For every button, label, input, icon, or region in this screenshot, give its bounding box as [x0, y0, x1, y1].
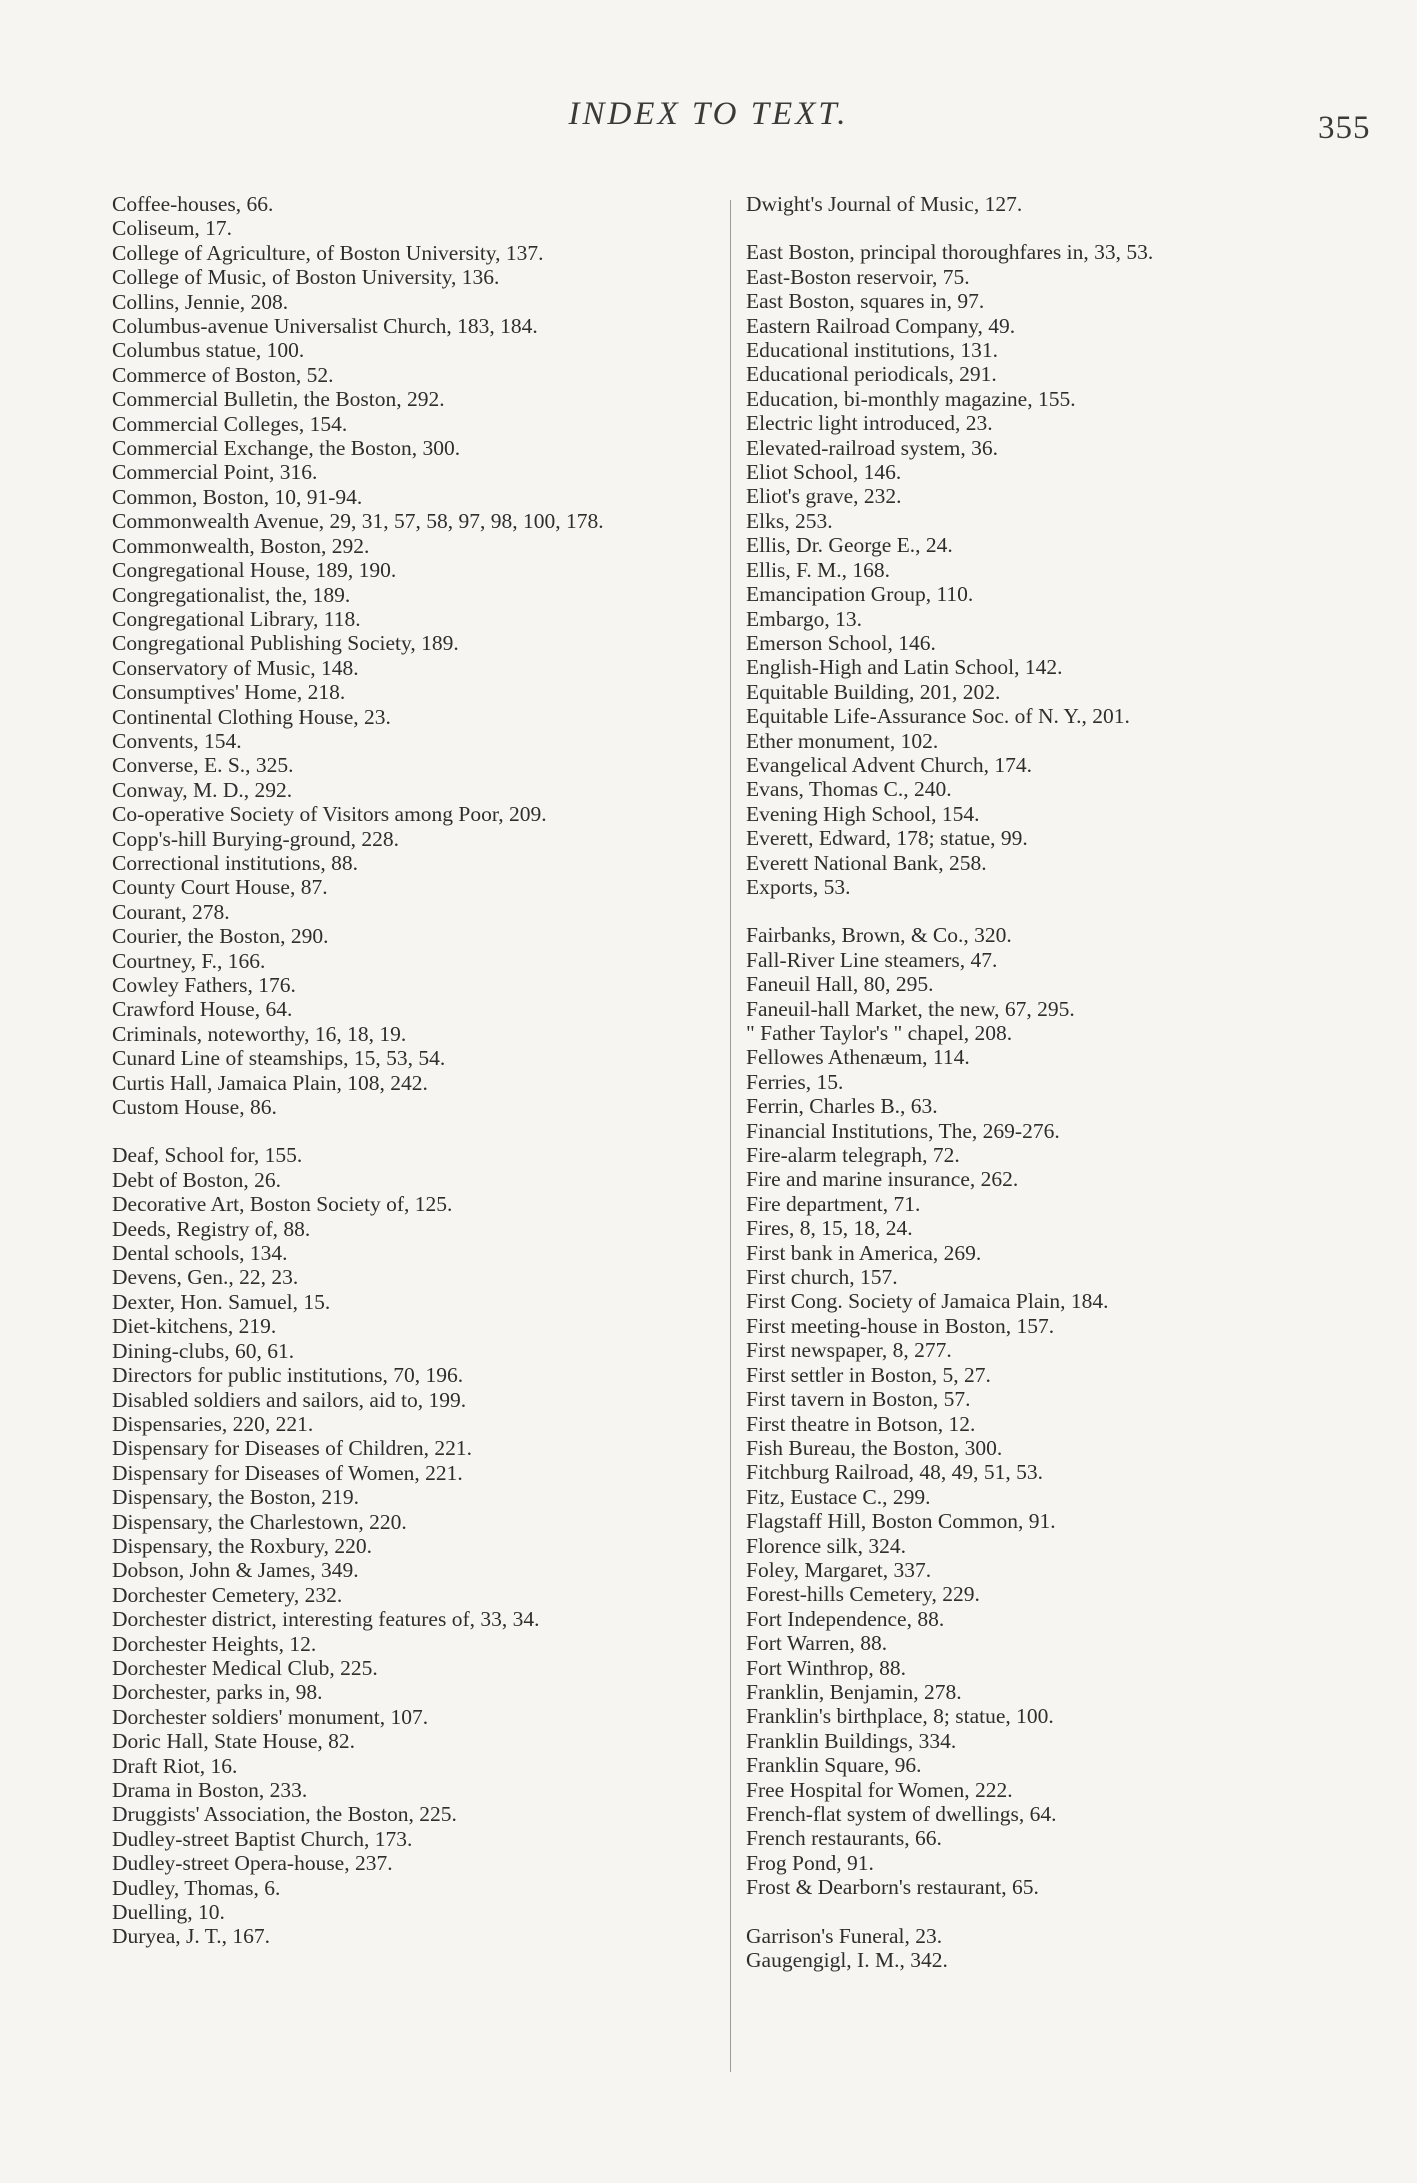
index-entry: Faneuil-hall Market, the new, 67, 295. [746, 996, 1075, 1021]
index-entry: College of Music, of Boston University, 136. [112, 265, 500, 290]
index-entry: Dispensaries, 220, 221. [112, 1411, 314, 1436]
index-entry: Fort Warren, 88. [746, 1631, 888, 1656]
index-entry: Flagstaff Hill, Boston Common, 91. [746, 1509, 1056, 1534]
index-entry: Devens, Gen., 22, 23. [112, 1265, 299, 1290]
index-entry: First bank in America, 269. [746, 1240, 982, 1265]
index-entry: Deeds, Registry of, 88. [112, 1216, 311, 1241]
index-entry: Curtis Hall, Jamaica Plain, 108, 242. [112, 1070, 428, 1095]
index-entry: Fairbanks, Brown, & Co., 320. [746, 923, 1012, 948]
index-entry: Correctional institutions, 88. [112, 850, 359, 875]
index-entry: Doric Hall, State House, 82. [112, 1729, 356, 1754]
index-entry: Columbus-avenue Universalist Church, 183, 184. [112, 314, 538, 339]
index-entry: Dudley-street Opera-house, 237. [112, 1851, 393, 1876]
index-entry: Courant, 278. [112, 899, 230, 924]
index-entry: Collins, Jennie, 208. [112, 289, 289, 314]
index-entry: Foley, Margaret, 337. [746, 1557, 932, 1582]
index-entry: Converse, E. S., 325. [112, 753, 294, 778]
index-entry: Ether monument, 102. [746, 728, 939, 753]
index-entry: Evening High School, 154. [746, 801, 980, 826]
index-entry: Dudley-street Baptist Church, 173. [112, 1826, 413, 1851]
index-entry: Decorative Art, Boston Society of, 125. [112, 1192, 453, 1217]
index-entry: Franklin Buildings, 334. [746, 1728, 957, 1753]
index-entry: First theatre in Botson, 12. [746, 1411, 976, 1436]
index-entry: Exports, 53. [746, 874, 851, 899]
index-entry: Eliot School, 146. [746, 460, 902, 485]
index-entry: Dwight's Journal of Music, 127. [746, 192, 1023, 216]
index-entry: First meeting-house in Boston, 157. [746, 1313, 1055, 1338]
index-entry: French-flat system of dwellings, 64. [746, 1802, 1057, 1826]
index-entry: Commerce of Boston, 52. [112, 362, 334, 387]
index-entry: Drama in Boston, 233. [112, 1778, 308, 1802]
index-entry: Florence silk, 324. [746, 1533, 907, 1558]
index-entry: Dispensary, the Boston, 219. [112, 1485, 360, 1510]
index-entry: Columbus statue, 100. [112, 338, 305, 363]
index-entry: Education, bi-monthly magazine, 155. [746, 386, 1076, 411]
page-number: 355 [1318, 110, 1371, 146]
index-entry: First tavern in Boston, 57. [746, 1387, 971, 1412]
index-entry: Educational institutions, 131. [746, 338, 999, 363]
index-entry: Debt of Boston, 26. [112, 1167, 282, 1192]
index-entry: Dorchester, parks in, 98. [112, 1680, 323, 1705]
index-entry: Dudley, Thomas, 6. [112, 1875, 281, 1900]
index-entry: Common, Boston, 10, 91-94. [112, 484, 363, 509]
index-entry: Evans, Thomas C., 240. [746, 777, 952, 802]
index-entry: " Father Taylor's " chapel, 208. [746, 1021, 1013, 1045]
index-entry: Forest-hills Cemetery, 229. [746, 1582, 980, 1607]
index-entry: Duelling, 10. [112, 1900, 225, 1925]
index-entry: Elks, 253. [746, 508, 833, 533]
index-entry: Equitable Life-Assurance Soc. of N. Y., 201. [746, 704, 1130, 729]
index-entry: Dorchester Cemetery, 232. [112, 1582, 343, 1607]
index-entry: Dexter, Hon. Samuel, 15. [112, 1289, 331, 1314]
index-entry: Frog Pond, 91. [746, 1850, 874, 1875]
index-entry: Congregationalist, the, 189. [112, 582, 351, 607]
index-entry: English-High and Latin School, 142. [746, 655, 1063, 680]
index-entry: Fires, 8, 15, 18, 24. [746, 1216, 913, 1241]
index-entry: Congregational Library, 118. [112, 606, 361, 631]
index-entry: Everett, Edward, 178; statue, 99. [746, 826, 1028, 851]
index-entry: College of Agriculture, of Boston University, 137. [112, 240, 544, 265]
running-title: INDEX TO TEXT. [568, 96, 849, 132]
index-entry: Fellowes Athenæum, 114. [746, 1045, 970, 1070]
index-entry: First Cong. Society of Jamaica Plain, 184. [746, 1289, 1109, 1314]
index-entry: Eastern Railroad Company, 49. [746, 313, 1016, 338]
index-entry: Draft Riot, 16. [112, 1753, 238, 1778]
index-entry: Dobson, John & James, 349. [112, 1558, 359, 1583]
index-entry: Consumptives' Home, 218. [112, 680, 346, 705]
index-entry: Embargo, 13. [746, 606, 863, 631]
index-entry: Faneuil Hall, 80, 295. [746, 972, 934, 997]
index-entry: Franklin's birthplace, 8; statue, 100. [746, 1704, 1054, 1729]
index-entry: Convents, 154. [112, 728, 242, 753]
index-entry: Dorchester soldiers' monument, 107. [112, 1704, 429, 1729]
column-divider [730, 200, 731, 2072]
index-entry: Dispensary for Diseases of Women, 221. [112, 1460, 463, 1485]
index-column-left [112, 192, 724, 1949]
index-entry: Deaf, School for, 155. [112, 1143, 303, 1168]
index-entry: Congregational Publishing Society, 189. [112, 631, 459, 656]
index-entry: Criminals, noteworthy, 16, 18, 19. [112, 1021, 407, 1046]
index-entry: First settler in Boston, 5, 27. [746, 1362, 991, 1387]
index-entry: Diet-kitchens, 219. [112, 1314, 277, 1339]
index-entry: Directors for public institutions, 70, 196. [112, 1363, 464, 1388]
index-entry: Everett National Bank, 258. [746, 850, 987, 875]
index-entry: Ferrin, Charles B., 63. [746, 1094, 938, 1119]
index-entry: Fire-alarm telegraph, 72. [746, 1143, 960, 1168]
index-entry: Franklin, Benjamin, 278. [746, 1679, 962, 1704]
index-entry: Dental schools, 134. [112, 1241, 288, 1266]
index-entry: First church, 157. [746, 1265, 898, 1290]
index-entry: Evangelical Advent Church, 174. [746, 752, 1032, 777]
index-entry: Ferries, 15. [746, 1069, 844, 1094]
index-entry: Dorchester Medical Club, 225. [112, 1655, 378, 1680]
index-entry: Fish Bureau, the Boston, 300. [746, 1435, 1003, 1460]
index-entry: Commercial Bulletin, the Boston, 292. [112, 387, 445, 412]
index-entry: Cunard Line of steamships, 15, 53, 54. [112, 1046, 446, 1071]
index-entry: Frost & Dearborn's restaurant, 65. [746, 1875, 1039, 1900]
index-entry: Fitchburg Railroad, 48, 49, 51, 53. [746, 1460, 1044, 1485]
index-entry: Conway, M. D., 292. [112, 777, 293, 802]
index-entry: East Boston, principal thoroughfares in, 33, 53. [746, 240, 1154, 265]
index-entry: Commonwealth, Boston, 292. [112, 533, 370, 558]
index-entry: Continental Clothing House, 23. [112, 704, 391, 729]
index-entry: Elevated-railroad system, 36. [746, 435, 998, 460]
index-entry: Crawford House, 64. [112, 997, 293, 1022]
index-entry: Emancipation Group, 110. [746, 582, 974, 607]
index-entry: Electric light introduced, 23. [746, 411, 993, 436]
index-entry: Druggists' Association, the Boston, 225. [112, 1802, 457, 1827]
index-entry: Equitable Building, 201, 202. [746, 679, 1001, 704]
index-entry: Dorchester district, interesting features of, 33, 34. [112, 1607, 540, 1632]
index-entry: Conservatory of Music, 148. [112, 655, 359, 680]
index-entry: Commercial Colleges, 154. [112, 411, 348, 436]
index-entry: Eliot's grave, 232. [746, 484, 902, 509]
index-entry: Dorchester Heights, 12. [112, 1631, 317, 1656]
index-entry: Courtney, F., 166. [112, 948, 266, 973]
index-entry: Dispensary, the Charlestown, 220. [112, 1509, 407, 1534]
index-entry: Ellis, Dr. George E., 24. [746, 533, 953, 558]
index-entry: Dispensary for Diseases of Children, 221. [112, 1436, 473, 1461]
index-entry: Ellis, F. M., 168. [746, 557, 891, 582]
index-entry: Emerson School, 146. [746, 630, 936, 655]
index-entry: Coffee-houses, 66. [112, 192, 274, 216]
index-entry: Courier, the Boston, 290. [112, 924, 329, 949]
index-entry: Duryea, J. T., 167. [112, 1924, 271, 1949]
index-entry: Fire and marine insurance, 262. [746, 1167, 1019, 1192]
index-entry: County Court House, 87. [112, 875, 328, 900]
index-entry: Fire department, 71. [746, 1191, 921, 1216]
index-entry: East Boston, squares in, 97. [746, 289, 985, 314]
index-entry: Co-operative Society of Visitors among Poor, 209. [112, 802, 547, 827]
index-entry: Disabled soldiers and sailors, aid to, 199. [112, 1387, 467, 1412]
index-entry: East-Boston reservoir, 75. [746, 264, 970, 289]
index-entry: Educational periodicals, 291. [746, 362, 997, 387]
index-entry: Congregational House, 189, 190. [112, 558, 397, 583]
index-entry: Fall-River Line steamers, 47. [746, 947, 998, 972]
index-entry: Franklin Square, 96. [746, 1753, 922, 1778]
index-entry: First newspaper, 8, 277. [746, 1338, 952, 1363]
index-entry: Commercial Point, 316. [112, 460, 318, 485]
index-entry: Gaugengigl, I. M., 342. [746, 1948, 948, 1973]
index-entry: Fort Winthrop, 88. [746, 1655, 906, 1680]
index-entry: Copp's-hill Burying-ground, 228. [112, 826, 399, 851]
index-entry: Dining-clubs, 60, 61. [112, 1338, 295, 1363]
index-column-right [746, 192, 1386, 1972]
index-entry: Custom House, 86. [112, 1095, 277, 1120]
index-entry: Fort Independence, 88. [746, 1606, 945, 1631]
index-entry: Dispensary, the Roxbury, 220. [112, 1533, 372, 1558]
index-entry: Commonwealth Avenue, 29, 31, 57, 58, 97, 98, 100, 178. [112, 509, 604, 534]
index-entry: Garrison's Funeral, 23. [746, 1923, 943, 1948]
index-entry: Financial Institutions, The, 269-276. [746, 1118, 1060, 1143]
index-entry: French restaurants, 66. [746, 1826, 942, 1851]
index-entry: Coliseum, 17. [112, 216, 233, 241]
index-entry: Cowley Fathers, 176. [112, 973, 296, 997]
index-entry: Free Hospital for Women, 222. [746, 1777, 1013, 1802]
index-entry: Fitz, Eustace C., 299. [746, 1484, 931, 1509]
index-entry: Commercial Exchange, the Boston, 300. [112, 436, 461, 461]
